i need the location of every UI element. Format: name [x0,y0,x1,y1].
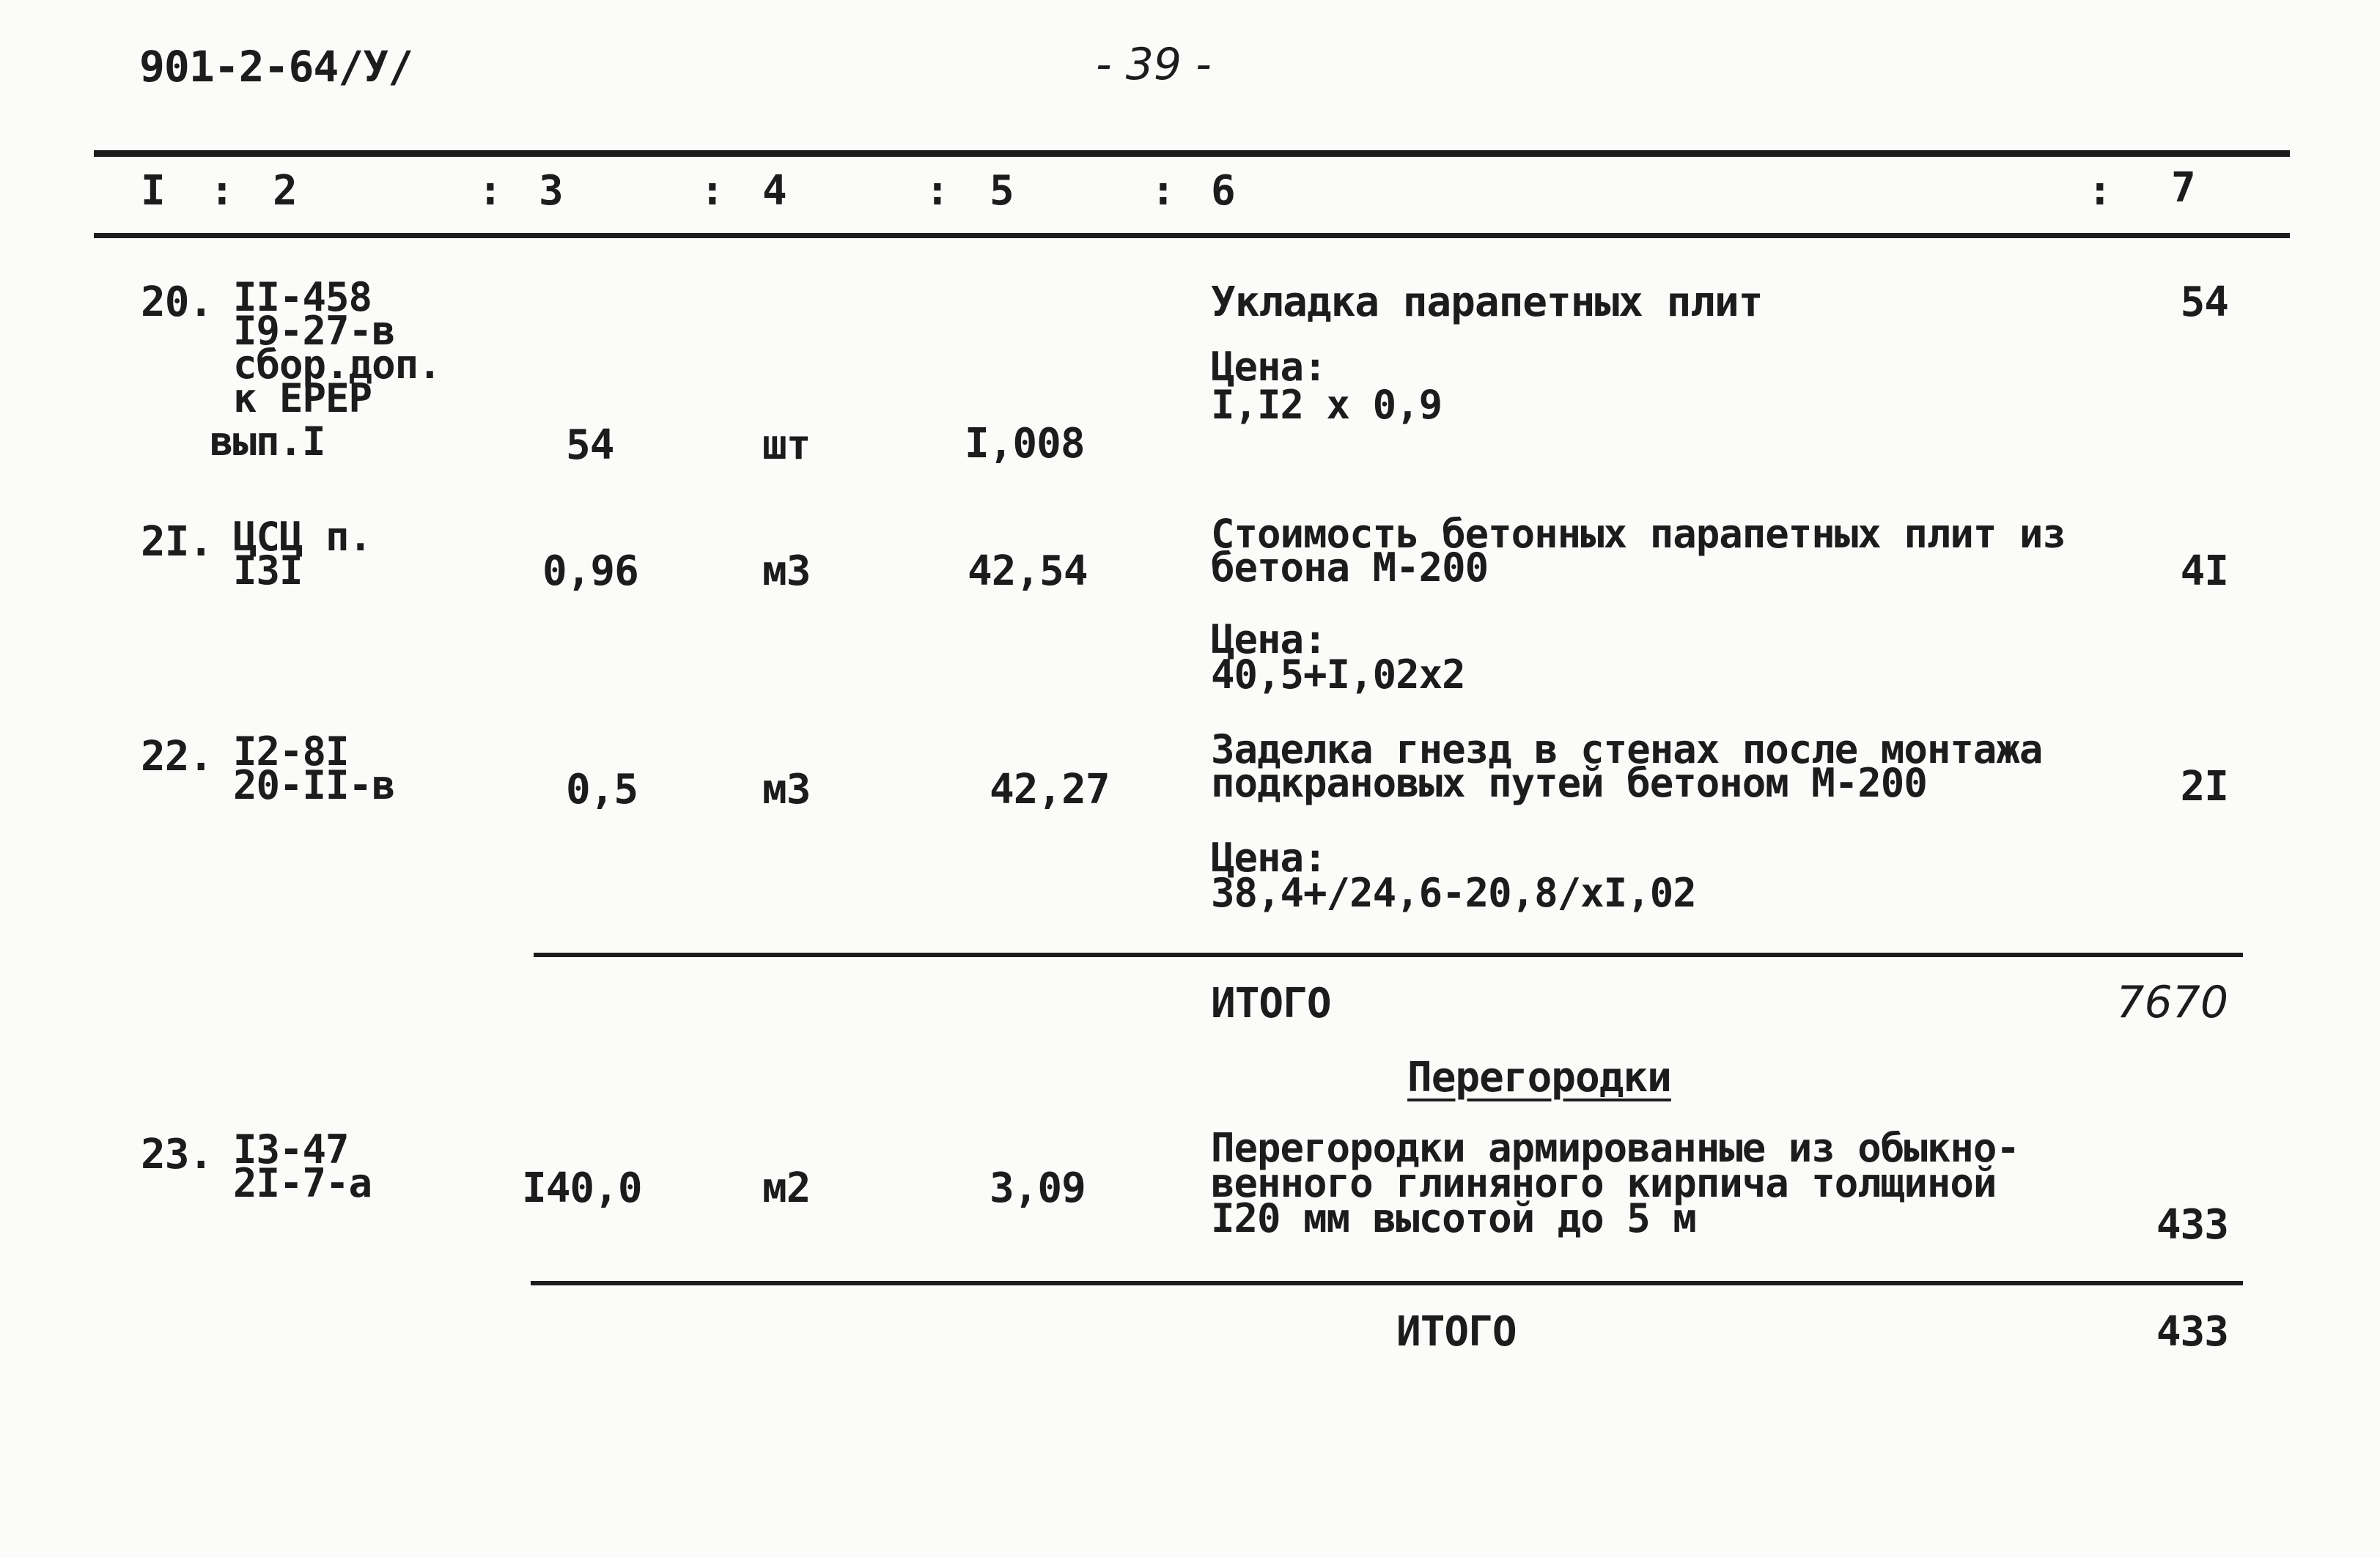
code-line: ЦСЦ п. [233,514,372,560]
code-line: к ЕРЕР [233,375,372,421]
total-cell: 54 [2180,278,2228,326]
unit-cell: м3 [762,766,811,813]
section-title: Перегородки [1407,1054,1671,1101]
price-label: Цена: [1211,344,1327,390]
code-line: сбор.доп. [233,341,441,388]
description-line: венного глиняного кирпича толщиной [1211,1160,1997,1206]
total-cell: 433 [2156,1201,2228,1249]
column-header-3: 3 [539,167,563,215]
total-cell: 2I [2180,763,2228,811]
subtotal-label: ИТОГО [1211,980,1331,1027]
column-separator: : [210,167,234,215]
description-line: бетона М-200 [1211,544,1489,591]
column-header-7: 7 [2171,164,2195,212]
column-separator: : [925,167,949,215]
row-number: 23. [141,1131,213,1178]
price-cell: 3,09 [990,1164,1086,1212]
quantity-cell: 0,96 [542,547,638,595]
code-line: 20-II-в [233,762,395,808]
description-line: Перегородки армированные из обыкно- [1211,1125,2019,1171]
description-line: I20 мм высотой до 5 м [1211,1195,1696,1241]
subtotal-label: ИТОГО [1396,1308,1517,1356]
description-line: Заделка гнезд в стенах после монтажа [1211,726,2043,772]
column-header-5: 5 [990,167,1014,215]
subtotal-rule [534,953,2243,957]
column-header-4: 4 [762,167,786,215]
description-line: Стоимость бетонных парапетных плит из [1211,511,2066,557]
header-bottom-rule [94,233,2290,238]
column-header-6: 6 [1211,167,1235,215]
price-formula: 40,5+I,02x2 [1211,651,1465,698]
price-cell: I,008 [965,420,1085,468]
quantity-cell: 54 [566,421,614,469]
code-line: 2I-7-а [233,1160,372,1206]
price-formula: 38,4+/24,6-20,8/xI,02 [1211,870,1696,916]
unit-cell: м2 [762,1164,811,1212]
unit-cell: м3 [762,547,811,595]
column-separator: : [478,167,502,215]
code-line: I2-8I [233,728,349,775]
page-number: - 39 - [1096,39,1212,90]
subtotal-value: 433 [2156,1308,2228,1356]
column-header-2: 2 [273,167,297,215]
total-cell: 4I [2180,547,2228,595]
code-line: II-458 [233,274,372,320]
code-line: I3I [233,547,303,594]
price-label: Цена: [1211,835,1327,881]
description-line: подкрановых путей бетоном М-200 [1211,760,1927,806]
code-line: вып.I [210,418,325,465]
document-code: 901-2-64/У/ [139,42,413,92]
code-line: I9-27-в [233,308,395,354]
row-number: 2I. [141,518,213,566]
price-cell: 42,54 [968,547,1088,595]
quantity-cell: 0,5 [566,766,638,813]
column-separator: : [2088,167,2112,215]
table-top-rule [94,150,2290,157]
code-line: I3-47 [233,1126,349,1173]
column-separator: : [1151,167,1175,215]
subtotal-value: 7670 [2116,977,2228,1028]
subtotal-rule [531,1281,2243,1285]
column-separator: : [700,167,724,215]
quantity-cell: I40,0 [522,1164,642,1212]
column-header-1: I [141,167,165,215]
unit-cell: шт [762,421,811,469]
price-cell: 42,27 [990,766,1110,813]
description: Укладка парапетных плит [1211,278,1763,326]
price-formula: I,I2 x 0,9 [1211,382,1443,428]
price-label: Цена: [1211,616,1327,662]
row-number: 20. [141,278,213,326]
row-number: 22. [141,733,213,780]
